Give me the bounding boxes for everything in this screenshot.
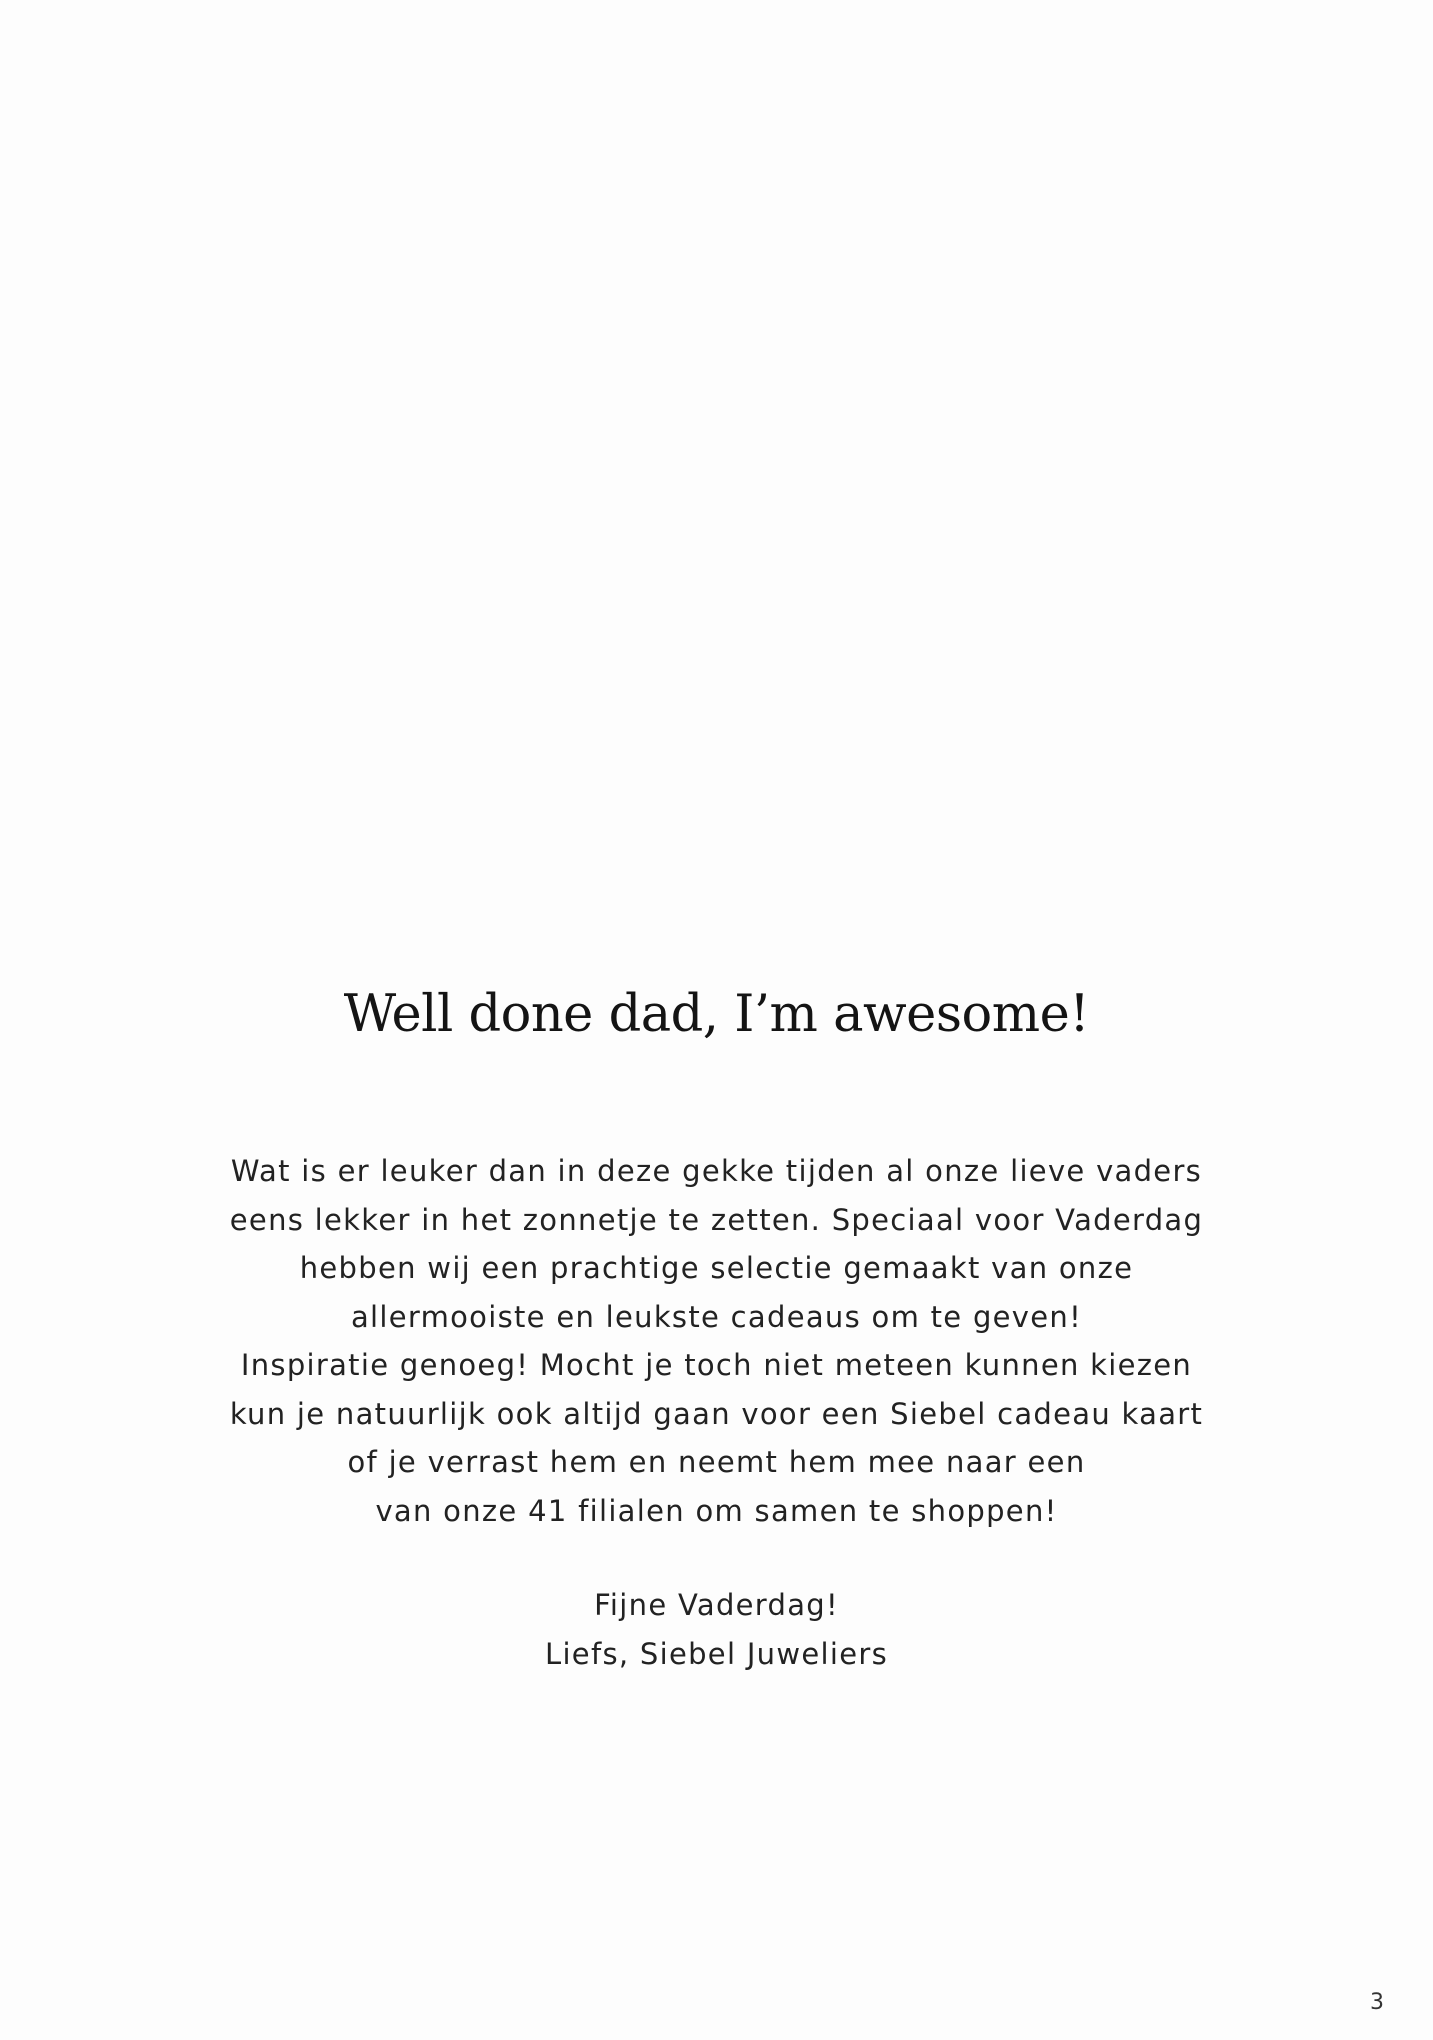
closing-sign-off: Liefs, Siebel Juweliers bbox=[544, 1636, 889, 1671]
paragraph-line: Wat is er leuker dan in deze gekke tijden al onze lieve vaders bbox=[230, 1154, 1203, 1188]
intro-paragraph bbox=[150, 1147, 1283, 1535]
closing-greeting: Fijne Vaderdag! bbox=[594, 1588, 839, 1622]
paragraph-line: kun je natuurlijk ook altijd gaan voor een Siebel cadeau kaart bbox=[229, 1396, 1204, 1431]
paragraph-line: of je verrast hem en neemt hem mee naar een bbox=[347, 1445, 1086, 1479]
paragraph-line: allermooiste en leukste cadeaus om te geven! bbox=[350, 1299, 1083, 1334]
paragraph-line: Inspiratie genoeg! Mocht je toch niet meteen kunnen kiezen bbox=[240, 1348, 1193, 1382]
paragraph-line: van onze 41 filialen om samen te shoppen! bbox=[375, 1493, 1058, 1528]
page-number: 3 bbox=[1370, 1990, 1384, 2015]
closing-signature bbox=[0, 1581, 1433, 1678]
paragraph-line: hebben wij een prachtige selectie gemaakt van onze bbox=[299, 1251, 1134, 1285]
page-heading: Well done dad, I’m awesome! bbox=[343, 985, 1090, 1044]
paragraph-line: eens lekker in het zonnetje te zetten. Speciaal voor Vaderdag bbox=[229, 1202, 1204, 1237]
